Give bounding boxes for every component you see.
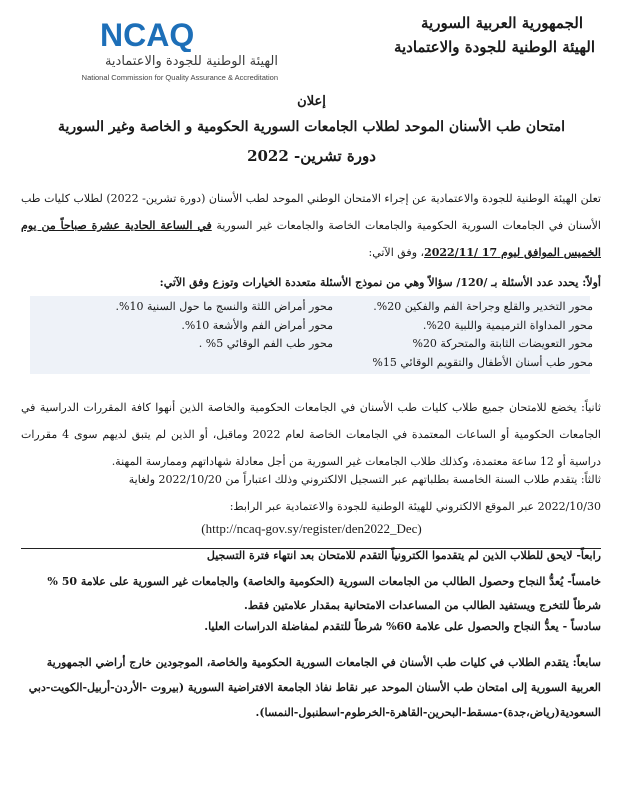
topic-item: محور أمراض اللثة والنسج ما حول السنية 10%.: [115, 300, 333, 313]
header-republic: الجمهورية العربية السورية: [421, 14, 583, 32]
logo-english-name: National Commission for Quality Assurance & Accreditation: [81, 73, 278, 82]
sixth-item: سادساً - يعدُّ النجاح والحصول على علامة 60% شرطاً للتقدم لمفاضلة الدراسات العليا.: [204, 620, 601, 633]
topic-item: محور التعويضات الثابتة والمتحركة 20%: [412, 337, 593, 350]
second-item: ثانياً: يخضع للامتحان جميع طلاب كليات طب الأسنان في الجامعات الحكومية والخاصة الذين أنهوا كافة المقررات الدراسية في الجامعات الحكومية أو الساعات المعتمدة في الجامعات الخاصة لعام 2022 وماقبل، أو الذين لم يتبق لديهم سوى 4 مقررات دراسية أو 12 ساعة معتمدة، وكذلك طلاب الجامعات غير السورية من أجل معادلة شهاداتهم وممارسة المهنة.: [21, 401, 601, 468]
topics-left-column: [43, 298, 333, 354]
ncaq-logo: [20, 10, 280, 90]
announcement-heading: إعلان: [297, 94, 326, 109]
intro-paragraph: [21, 185, 601, 266]
topic-item: محور التخدير والقلع وجراحة الفم والفكين 20%.: [373, 300, 593, 313]
topic-item: محور طب أسنان الأطفال والتقويم الوقائي 15%: [372, 355, 593, 369]
topics-right-column: [343, 298, 593, 372]
session-title: دورة تشرين- 2022: [247, 147, 376, 165]
third-item: [21, 466, 601, 520]
intro-tail: ، وفق الآتي:: [368, 246, 425, 259]
first-item: أولاً: يحدد عدد الأسئلة بـ /120/ سؤالاً وهي من نموذج الأسئلة متعددة الخيارات وتوزع وفق الآتي:: [159, 276, 601, 289]
third-text-2: 2022/10/30 عبر الموقع الالكتروني للهيئة الوطنية للجودة والاعتمادية عبر الرابط:: [229, 500, 601, 513]
header-commission: الهيئة الوطنية للجودة والاعتمادية: [393, 38, 595, 56]
exam-title: امتحان طب الأسنان الموحد لطلاب الجامعات السورية الحكومية و الخاصة وغير السورية: [57, 119, 566, 135]
topic-item: محور المداواة الترميمية واللبية 20%.: [422, 318, 593, 332]
fourth-item: رابعاً- لايحق للطلاب الذين لم يتقدموا الكترونياً التقدم للامتحان بعد انتهاء فترة التسجيل: [21, 548, 601, 562]
ncaq-logo-mark: [98, 16, 208, 52]
intro-text: تعلن الهيئة الوطنية للجودة والاعتمادية عن إجراء الامتحان الوطني الموحد لطب الأسنان (دورة تشرين- 2022) لطلاب كليات طب الأسنان في الجامعات السورية الحكومية والجامعات الخاصة والجامعات غير السورية: [21, 192, 601, 232]
third-text: ثالثاً: يتقدم طلاب السنة الخامسة بطلباتهم عبر التسجيل الالكتروني وذلك اعتباراً من 2022/10/20 ولغاية: [128, 473, 601, 486]
intro-time: في الساعة الحادية عشرة صباحاً من يوم الخميس الموافق ليوم 17 /2022/11: [21, 219, 601, 259]
topic-item: محور طب الفم الوقائي 5% .: [198, 337, 333, 350]
registration-link[interactable]: (http://ncaq-gov.sy/register/den2022_Dec): [201, 521, 422, 536]
topic-item: محور أمراض الفم والأشعة 10%.: [181, 318, 333, 332]
logo-letters: NCAQ: [100, 17, 195, 52]
fifth-item: خامساً- يُعدُّ النجاح وحصول الطالب من الجامعات السورية (الحكومية والخاصة) والجامعات غير السورية على علامة 50 % شرطاً للتخرج ويستفيد الطالب من المساعدات الامتحانية بمقدار علامتين فقط.: [47, 575, 601, 612]
seventh-item: سابعاً: يتقدم الطلاب في كليات طب الأسنان في الجامعات السورية الحكومية والخاصة، الموجودين خارج أراضي الجمهورية العربية السورية إلى امتحان طب الأسنان الموحد عبر نقاط نفاذ الجامعة الافتراضية السورية (بيروت -الأردن-أربيل-الكويت-دبي السعودية(رياض،جدة)-مسقط-البحرين-القاهرة-الخرطوم-اسطنبول-النمسا).: [28, 656, 601, 719]
logo-arabic-name: الهيئة الوطنية للجودة والاعتمادية: [104, 54, 278, 69]
